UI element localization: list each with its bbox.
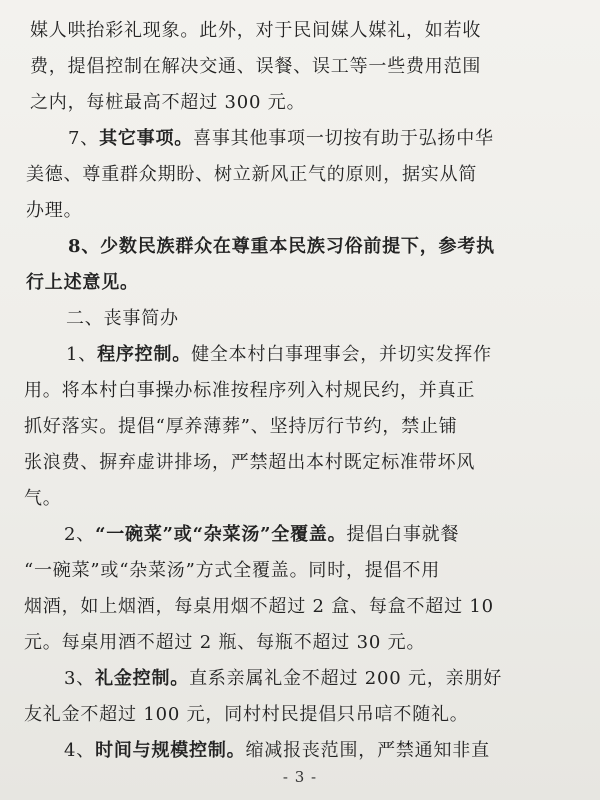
text-run: 提倡白事就餐 — [346, 524, 460, 545]
text-line — [68, 238, 495, 256]
section-heading — [66, 310, 179, 328]
text-run: 友礼金不超过 100 元，同村村民提倡只吊唁不随礼。 — [24, 704, 469, 725]
text-line — [26, 274, 139, 292]
item-heading: “一碗菜”或“杂菜汤”全覆盖。 — [95, 524, 347, 545]
text-run: 抓好落实。提倡“厚养薄葬”、坚持厉行节约，禁止铺 — [24, 416, 458, 437]
item-number: 4、 — [64, 740, 96, 761]
text-line — [24, 418, 458, 436]
text-run: 之内，每桩最高不超过 300 元。 — [30, 92, 306, 113]
item-number: 3、 — [64, 668, 96, 689]
text-line — [64, 670, 502, 688]
text-run: 气。 — [24, 488, 62, 509]
section-heading-text: 二、丧事简办 — [66, 308, 179, 329]
text-line — [26, 166, 477, 184]
text-line — [26, 202, 82, 220]
text-line — [30, 94, 305, 112]
text-line — [24, 454, 475, 472]
text-run: 直系亲属礼金不超过 200 元，亲朋好 — [189, 668, 503, 689]
item-heading: 程序控制。 — [97, 344, 192, 365]
text-run: 行上述意见。 — [26, 272, 139, 293]
text-run: 健全本村白事理事会，并切实发挥作 — [191, 344, 492, 365]
text-line — [24, 598, 494, 616]
text-line — [24, 490, 62, 508]
text-line — [24, 562, 440, 580]
item-number: 1、 — [66, 344, 98, 365]
text-line — [64, 526, 459, 544]
text-line — [24, 706, 469, 724]
text-run: 缩减报丧范围，严禁通知非直 — [245, 740, 490, 761]
item-heading: 礼金控制。 — [95, 668, 190, 689]
text-run: 张浪费、摒弃虚讲排场，严禁超出本村既定标准带坏风 — [24, 452, 476, 473]
text-line — [30, 22, 481, 40]
page-number: - 3 - — [282, 768, 318, 786]
item-number: 2、 — [64, 524, 96, 545]
text-run: 用。将本村白事操办标准按程序列入村规民约，并真正 — [24, 380, 476, 401]
text-line — [68, 130, 494, 148]
text-run: 喜事其他事项一切按有助于弘扬中华 — [193, 128, 494, 149]
text-run: 元。每桌用酒不超过 2 瓶、每瓶不超过 30 元。 — [24, 632, 426, 653]
item-heading: 其它事项。 — [99, 128, 194, 149]
item-heading: 时间与规模控制。 — [95, 740, 246, 761]
text-run: 美德、尊重群众期盼、树立新风正气的原则，据实从简 — [26, 164, 478, 185]
text-run: 办理。 — [26, 200, 83, 221]
text-line — [66, 346, 492, 364]
text-line — [24, 382, 475, 400]
text-run: 媒人哄抬彩礼现象。此外，对于民间媒人媒礼，如若收 — [30, 20, 482, 41]
item-number: 7、 — [68, 128, 100, 149]
text-line — [24, 634, 425, 652]
text-run: 费，提倡控制在解决交通、误餐、误工等一些费用范围 — [30, 56, 482, 77]
text-run: “一碗菜”或“杂菜汤”方式全覆盖。同时，提倡不用 — [24, 560, 441, 581]
text-run: 8、少数民族群众在尊重本民族习俗前提下，参考执 — [68, 236, 495, 257]
text-line — [30, 58, 481, 76]
text-line — [64, 742, 490, 760]
text-run: 烟酒，如上烟酒，每桌用烟不超过 2 盒、每盒不超过 10 — [24, 596, 494, 617]
